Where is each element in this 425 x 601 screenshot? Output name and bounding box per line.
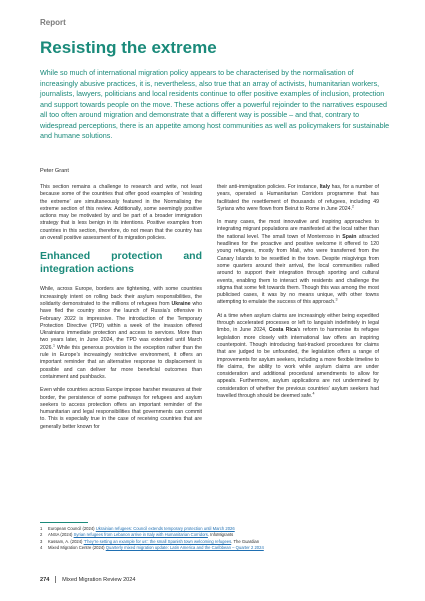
publication-name: Mixed Migration Review 2024: [62, 576, 136, 583]
footnote-item: 3 Kassam, A. (2024) ‘They’re setting an example for us’: the small Spanish town welcoming refugees. The Guardian: [40, 538, 260, 544]
country-italy: Italy: [319, 184, 330, 190]
footnote-item: 4 Mixed Migration Centre (2024) Quarterly mixed migration update: Latin America and the Caribbean – Quarter 2 2024: [40, 545, 264, 551]
footnote-link[interactable]: ‘They’re setting an example for us’: the small Spanish town welcoming refugees: [83, 538, 232, 544]
footnotes-list: [40, 526, 385, 552]
footnote-ref[interactable]: 4: [312, 391, 315, 396]
footnote-number: 3: [40, 538, 43, 544]
italy-paragraph: their anti-immigration policies. For instance, Italy has, for a number of years, operated a Humanitarian Corridors programme that has facilitated the resettlement of thousands of refugees, including 49 Syrians who were flown from Beirut to Rome in June 2024.$^2$: [217, 184, 379, 212]
costa-rica-paragraph: At a time when asylum claims are increasingly either being expedited through accelerated processes or left to languish indefinitely in legal limbo, in June 2024, Costa Rica’s reform to harmonise its refugee legislation more closely with international law offers an inspiring counterpoint. Though introducing fast-tracked procedures for claims that are judged to be unfounded, the legislation offers a range of improvements for asylum seekers, including a more flexible timeline to file claims, the ability to work while asylum claims are under consideration and additional procedural amendments to allow for appeals. Furthermore, asylum applications are not undermined by consideration of whether the previous countries’ asylum seekers had travelled through should be deemed safe.$^4$: [217, 312, 379, 400]
footnote-item: 1 European Council (2024) Ukrainian refugees: Council extends temporary protection until March 2026: [40, 526, 235, 531]
footnote-number: 1: [40, 526, 43, 531]
country-ukraine: Ukraine: [171, 300, 191, 307]
intro-paragraph: This section remains a challenge to research and write, not least because some of the countries that offer good examples of ‘resisting the extreme’ are simultaneously featured in the Normalising the extreme section of this review. Additionally, some seemingly positive actions may be motivated by and be part of a broader immigration strategy that is less benign in its intentions. Positive examples from countries in this section, therefore, do not mean that the country has an overall positive assessment of its migration policies.: [40, 184, 202, 242]
right-column: [217, 184, 379, 406]
section-label: Report: [40, 18, 66, 27]
page-footer: [40, 576, 136, 583]
page-number: 274: [40, 576, 50, 583]
ukraine-paragraph: While, across Europe, borders are tightening, with some countries increasingly intent on rolling back their asylum responsibilities, the solidarity demonstrated to the millions of refugees from Ukraine who have fled the country since the launch of Russia’s offensive in February 2022 is impressive. The introduction of the Temporary Protection Directive (TPD) within a week of the invasion offered Ukrainians immediate protection and access to services. More than two years later, in June 2024, the TPD was extended until March 2026.$^1$ While this generous provision is the exception rather than the rule in Europe’s increasingly restrictive environment, it offers an important reminder that an alternative response to displacement is possible and can deliver far more beneficial outcomes than containment and pushbacks.: [40, 286, 202, 380]
country-costa-rica: Costa Rica: [268, 327, 297, 334]
footer-divider: [55, 576, 56, 583]
footnote-item: 2 ANSA (2024) Syrian refugees from Lebanon arrive in Italy with Humanitarian Corridors. InfoMigrants: [40, 532, 234, 538]
article-lead: While so much of international migration policy appears to be characterised by the normalisation of increasingly abusive practices, it is, nevertheless, also true that an array of activists, humanitarian workers, journalists, lawyers, politicians and local residents continue to offer positive examples of inclusion, protection and support towards people on the move. These actions offer a powerful rejoinder to the narratives espoused all too often around migration and demonstrate that a different way is possible – and that, contrary to widespread perceptions, there is an appetite among host communities as well as policymakers for sustainable and humane solutions.: [40, 68, 390, 140]
article-title: Resisting the extreme: [40, 38, 217, 57]
footnote-number: 4: [40, 545, 43, 551]
pathways-paragraph: Even while countries across Europe impose harsher measures at their border, the persistence of some pathways for refugees and asylum seekers to access protection offers an important reminder of the humanitarian and legal responsibilities that governments can commit to. This is especially true in the case of receiving countries that are generally better known for: [40, 387, 202, 430]
footnote-number: 2: [40, 532, 43, 538]
footnote-link[interactable]: Quarterly mixed migration update: Latin America and the Caribbean – Quarter 2 2024: [105, 545, 264, 551]
country-spain: Spain: [342, 233, 357, 240]
author-name: Peter Grant: [40, 168, 69, 174]
left-column: [40, 184, 202, 437]
footnote-link[interactable]: Ukrainian refugees: Council extends temporary protection until March 2026: [95, 526, 235, 531]
footnote-ref[interactable]: 3: [335, 297, 338, 302]
spain-paragraph: In many cases, the most innovative and inspiring approaches to integrating migrant populations are manifested at the local rather than the national level. The small town of Monterroso in Spain attracted headlines for the proactive and positive welcome it offered to 120 young refugees, mostly from Mali, who were transferred from the Canary Islands to be resettled in the town. Despite misgivings from some quarters around their arrival, the local communities rallied around to support their integration through sporting and cultural events, enabling them to interact with residents and challenge the stigma that some felt towards them. Though this was among the most publicised cases, it was by no means unique, with other towns attempting to emulate the success of this approach.$^3$: [217, 219, 379, 306]
footnote-ref[interactable]: 2: [351, 204, 354, 209]
footnote-ref[interactable]: 1: [52, 343, 55, 348]
section-heading: Enhanced protection and integration actions: [40, 250, 202, 276]
footnote-divider: [40, 522, 88, 523]
footnote-link[interactable]: Syrian refugees from Lebanon arrive in Italy with Humanitarian Corridors: [73, 532, 208, 538]
